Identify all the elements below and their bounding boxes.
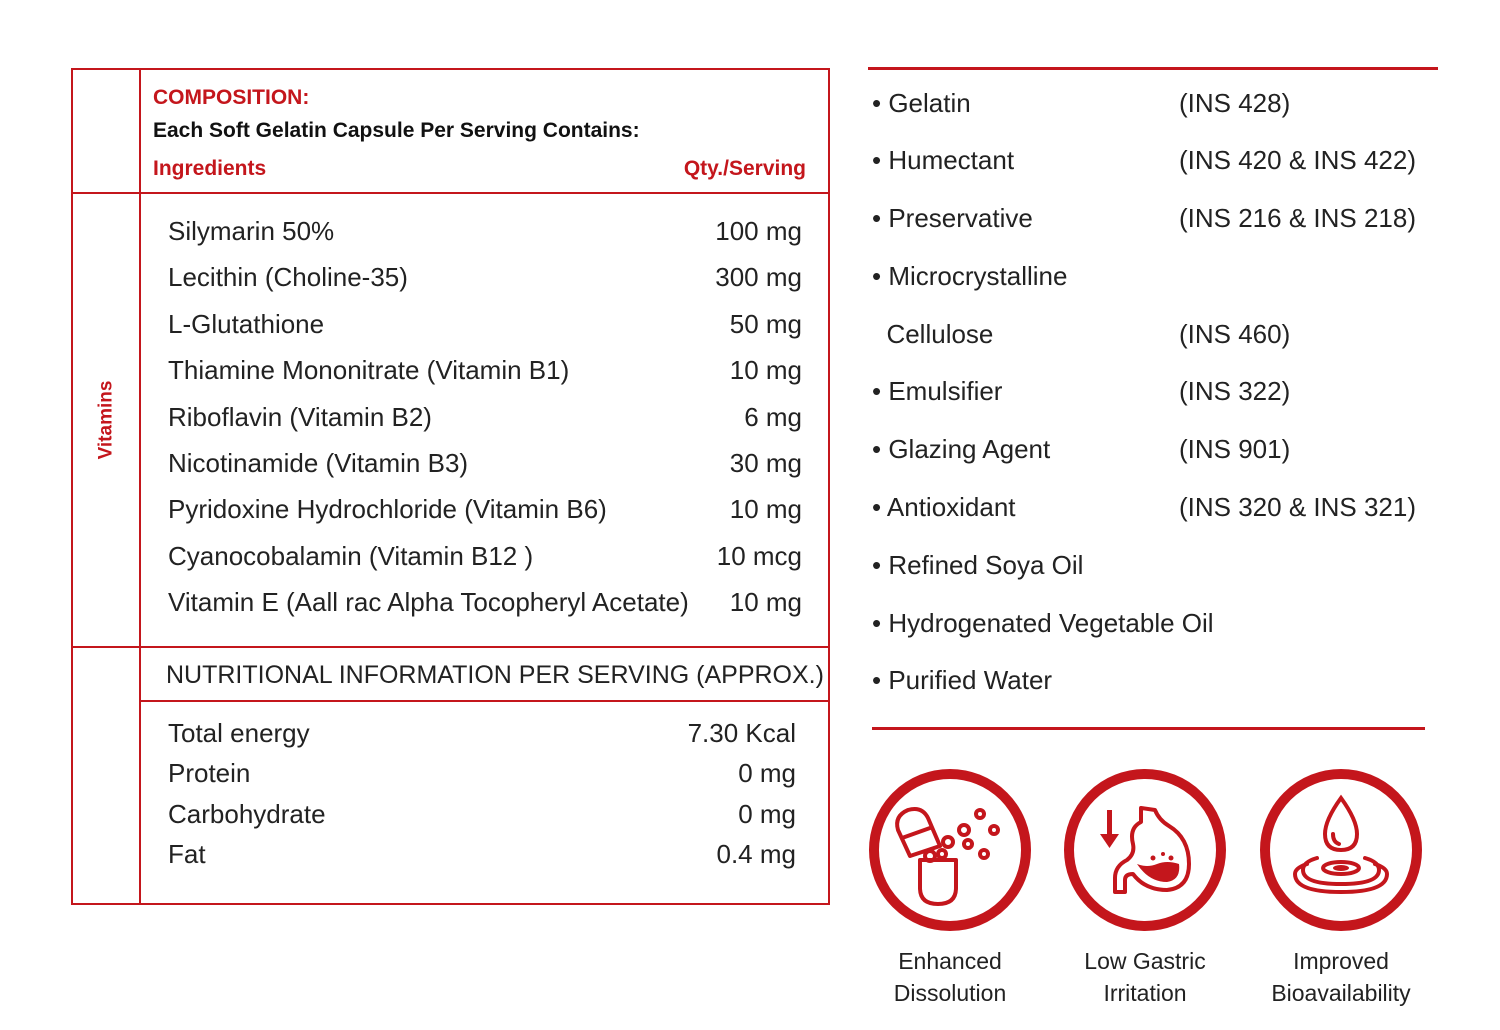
excipient-name: • Refined Soya Oil [872,550,1084,580]
excipient-row [872,88,1442,122]
ingredient-qty: 6 mg [744,401,802,432]
ingredient-row [168,585,802,619]
header-divider [73,192,828,194]
ingredient-name: L-Glutathione [168,308,325,339]
excipient-code: (INS 901) [1179,434,1291,464]
composition-table [71,68,830,905]
nutrient-value: 7.30 Kcal [687,717,796,748]
excipients-top-rule [868,67,1438,70]
ingredient-qty: 30 mg [729,447,802,478]
ingredient-qty: 10 mg [729,586,802,617]
water-drop-icon [1259,768,1423,932]
ingredient-row [168,539,802,573]
benefit-label: Low Gastric Irritation [1084,948,1206,1006]
excipient-code: (INS 322) [1179,376,1291,406]
benefit-enhanced-dissolution [850,768,1050,1009]
excipient-name: • Purified Water [872,665,1053,695]
nutrient-value: 0 mg [738,798,796,829]
benefit-improved-bioavailability [1241,768,1441,1009]
excipient-code: (INS 420 & INS 422) [1179,145,1416,175]
nutrition-row [168,716,796,750]
qty-column-header: Qty./Serving [683,157,806,180]
vitamins-side-label: Vitamins [95,380,117,460]
section-divider [73,646,828,648]
nutrition-row [168,756,796,790]
column-divider [139,70,141,903]
ingredient-name: Riboflavin (Vitamin B2) [168,401,432,432]
composition-title: COMPOSITION: [153,86,310,109]
excipient-name: • Gelatin [872,88,971,118]
excipient-row [872,665,1442,699]
ingredient-row [168,353,802,387]
excipients-bottom-rule [872,727,1425,730]
excipient-row [872,434,1442,468]
ingredient-qty: 50 mg [729,308,802,339]
excipient-row [872,492,1442,526]
ingredient-row [168,400,802,434]
nutrient-name: Total energy [168,717,310,748]
excipient-row [872,203,1442,237]
excipient-name: Cellulose [872,319,994,349]
ingredient-row [168,260,802,294]
excipient-row [872,376,1442,410]
nutrition-header-divider [139,700,830,702]
nutrition-row [168,797,796,831]
nutrient-name: Fat [168,838,206,869]
excipient-code: (INS 460) [1179,319,1291,349]
nutrient-name: Carbohydrate [168,798,326,829]
ingredient-qty: 10 mg [729,493,802,524]
ingredient-name: Nicotinamide (Vitamin B3) [168,447,469,478]
nutrient-name: Protein [168,757,251,788]
excipient-code: (INS 428) [1179,88,1291,118]
nutrient-value: 0.4 mg [716,838,796,869]
excipient-name: • Preservative [872,203,1033,233]
excipient-row [872,261,1442,295]
benefit-label: Enhanced Dissolution [893,948,1007,1006]
nutrition-row [168,837,796,871]
excipient-row [872,319,1442,353]
excipient-row [872,145,1442,179]
ingredient-name: Pyridoxine Hydrochloride (Vitamin B6) [168,493,607,524]
ingredient-qty: 300 mg [715,261,802,292]
ingredient-qty: 100 mg [715,215,802,246]
excipient-code: (INS 216 & INS 218) [1179,203,1416,233]
ingredient-name: Lecithin (Choline-35) [168,261,408,292]
excipient-name: • Glazing Agent [872,434,1051,464]
benefit-low-gastric-irritation [1045,768,1245,1009]
stomach-icon [1063,768,1227,932]
excipient-name: • Microcrystalline [872,261,1068,291]
excipient-name: • Humectant [872,145,1015,175]
nutrient-value: 0 mg [738,757,796,788]
ingredient-qty: 10 mcg [716,540,802,571]
excipient-name: • Antioxidant [872,492,1016,522]
benefit-label: Improved Bioavailability [1271,948,1411,1006]
ingredient-name: Vitamin E (Aall rac Alpha Tocopheryl Acetate) [168,586,689,617]
capsule-dissolution-icon [868,768,1032,932]
ingredient-row [168,492,802,526]
excipient-row [872,550,1442,584]
nutrition-title: NUTRITIONAL INFORMATION PER SERVING (APPROX.) [166,661,824,689]
composition-subtitle: Each Soft Gelatin Capsule Per Serving Contains: [153,119,640,142]
ingredient-name: Thiamine Mononitrate (Vitamin B1) [168,354,570,385]
ingredient-row [168,214,802,248]
ingredient-qty: 10 mg [729,354,802,385]
ingredient-name: Cyanocobalamin (Vitamin B12 ) [168,540,534,571]
ingredient-row [168,446,802,480]
ingredient-name: Silymarin 50% [168,215,335,246]
ingredients-column-header: Ingredients [153,157,267,180]
ingredient-row [168,307,802,341]
excipient-name: • Hydrogenated Vegetable Oil [872,608,1214,638]
excipient-name: • Emulsifier [872,376,1003,406]
excipient-code: (INS 320 & INS 321) [1179,492,1416,522]
excipient-row [872,608,1442,642]
